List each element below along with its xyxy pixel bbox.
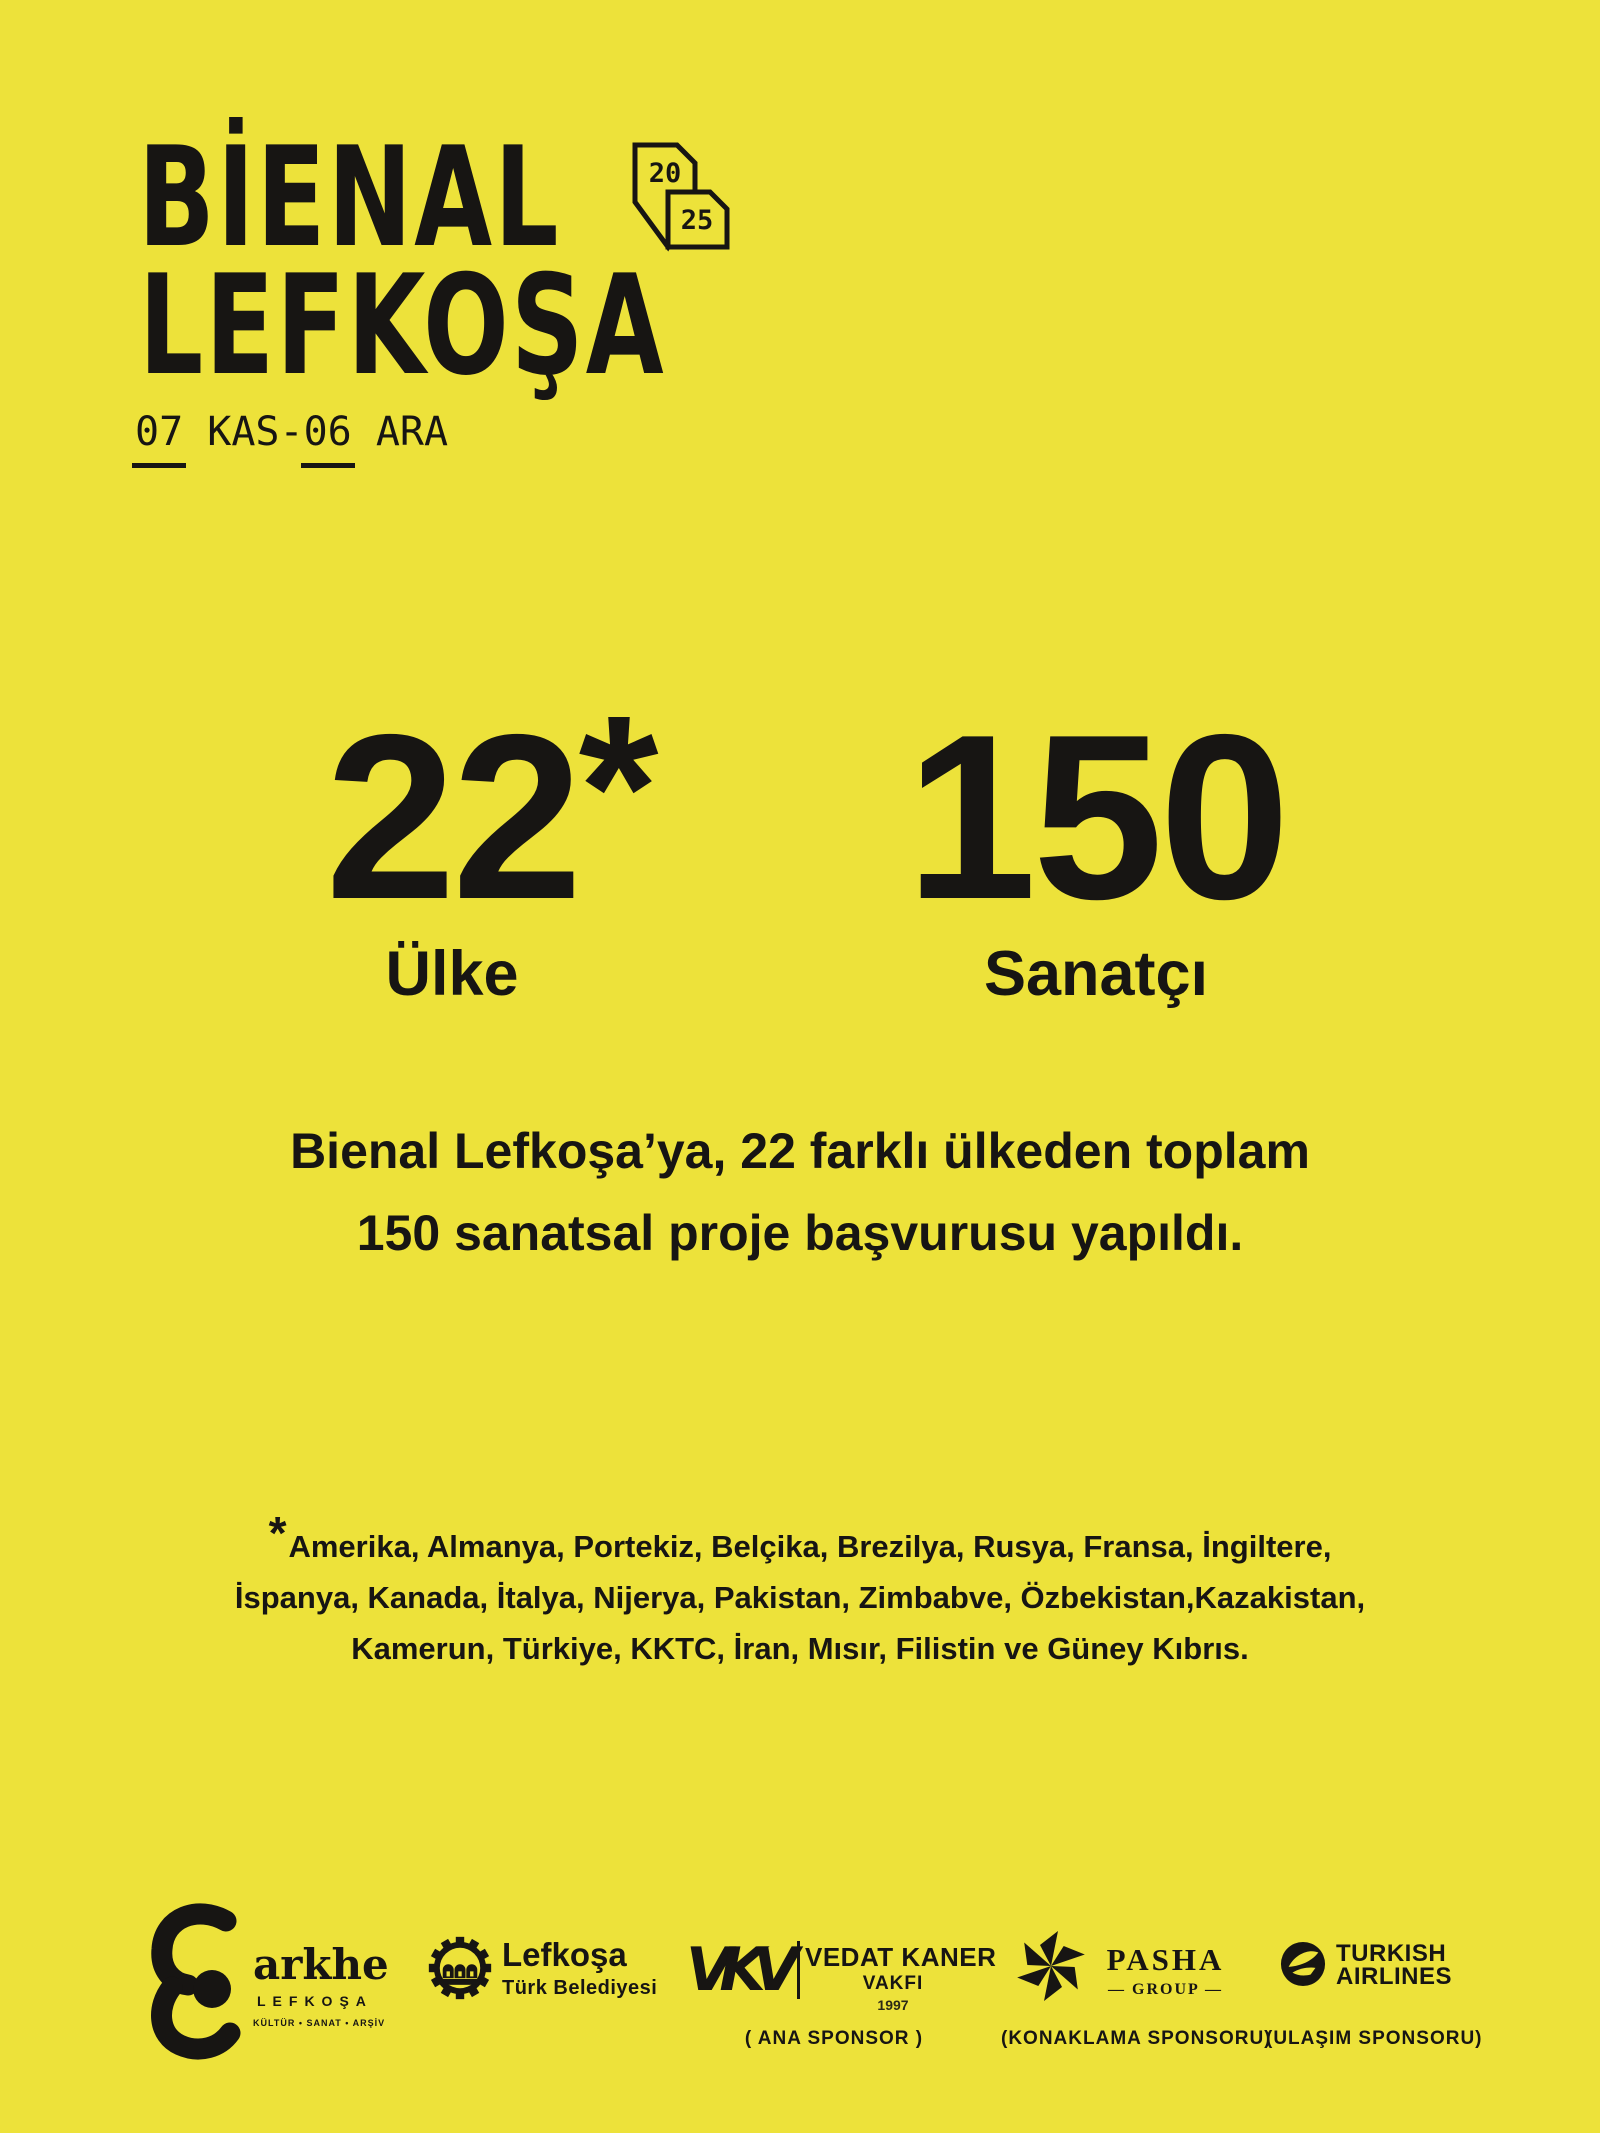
vkv-divider xyxy=(797,1941,800,1999)
arkhe-wordmark-block xyxy=(253,1940,389,2028)
description-text xyxy=(0,1110,1600,1274)
asterisk-marker: * xyxy=(578,673,659,902)
footnote-line1: Amerika, Almanya, Portekiz, Belçika, Brezilya, Rusya, Fransa, İngiltere, xyxy=(288,1529,1332,1564)
turkish-airlines-line2: AIRLINES xyxy=(1336,1963,1453,1990)
vkv-year: 1997 xyxy=(877,1997,909,2013)
vkv-text-block xyxy=(805,1942,997,2013)
footnote-asterisk: * xyxy=(268,1507,287,1559)
end-day: 06 xyxy=(303,409,352,455)
countries-count xyxy=(325,673,659,948)
event-dates xyxy=(135,409,449,455)
footnote-country-list xyxy=(0,1507,1600,1674)
pasha-text-block xyxy=(1093,1944,1238,1999)
biennial-title-line1: BİENAL xyxy=(138,117,561,278)
start-month: KAS- xyxy=(183,409,304,455)
municipality-sub: Türk Belediyesi xyxy=(502,1977,658,1999)
pasha-star-icon xyxy=(1016,1929,1086,2001)
pasha-group: — GROUP — xyxy=(1108,1981,1223,1998)
biennial-title-line2: LEFKOŞA xyxy=(139,245,666,406)
transport-sponsor-caption: (ULAŞIM SPONSORU) xyxy=(1266,2028,1483,2049)
accommodation-sponsor-caption: (KONAKLAMA SPONSORU) xyxy=(1001,2028,1272,2049)
description-line1: Bienal Lefkoşa’ya, 22 farklı ülkeden toplam xyxy=(290,1123,1310,1179)
arkhe-wordmark: arkhe xyxy=(253,1940,389,1989)
footnote-line2: İspanya, Kanada, İtalya, Nijerya, Pakistan, Zimbabve, Özbekistan,Kazakistan, xyxy=(234,1580,1366,1615)
countries-value: 22 xyxy=(325,685,579,948)
municipality-gear-icon xyxy=(428,1936,492,2000)
pasha-name: PASHA xyxy=(1106,1942,1225,1977)
vkv-monogram: VKV xyxy=(686,1935,787,2005)
municipality-text-block xyxy=(502,1938,682,2000)
turkish-airlines-bird-icon xyxy=(1280,1941,1326,1987)
countries-label: Ülke xyxy=(385,939,519,1009)
arkhe-city: LEFKOŞA xyxy=(257,1993,373,2009)
artists-label: Sanatçı xyxy=(983,939,1209,1009)
stacked-pages-icon xyxy=(630,141,735,259)
year-bottom: 25 xyxy=(680,205,714,236)
start-day: 07 xyxy=(135,409,184,455)
main-sponsor-caption: ( ANA SPONSOR ) xyxy=(744,2028,924,2049)
arkhe-monogram-icon xyxy=(142,1903,250,2061)
turkish-airlines-line1: TURKISH xyxy=(1336,1940,1447,1967)
footnote-line3: Kamerun, Türkiye, KKTC, İran, Mısır, Filistin ve Güney Kıbrıs. xyxy=(351,1631,1249,1666)
vkv-name-line1: VEDAT KANER xyxy=(805,1942,997,1972)
year-2025-pages-icon xyxy=(630,141,735,259)
municipality-name: Lefkoşa xyxy=(502,1936,627,1973)
turkish-airlines-text-block xyxy=(1336,1942,1466,1988)
stat-artists xyxy=(846,685,1346,1010)
end-month: ARA xyxy=(351,409,449,455)
artists-value: 150 xyxy=(905,685,1287,948)
vkv-name-line2: VAKFI xyxy=(862,1973,924,1994)
description-line2: 150 sanatsal proje başvurusu yapıldı. xyxy=(356,1205,1244,1261)
arkhe-tagline: KÜLTÜR • SANAT • ARŞİV xyxy=(253,2018,386,2028)
year-top: 20 xyxy=(648,158,682,189)
artists-count xyxy=(905,685,1287,948)
stat-countries xyxy=(202,673,702,1010)
